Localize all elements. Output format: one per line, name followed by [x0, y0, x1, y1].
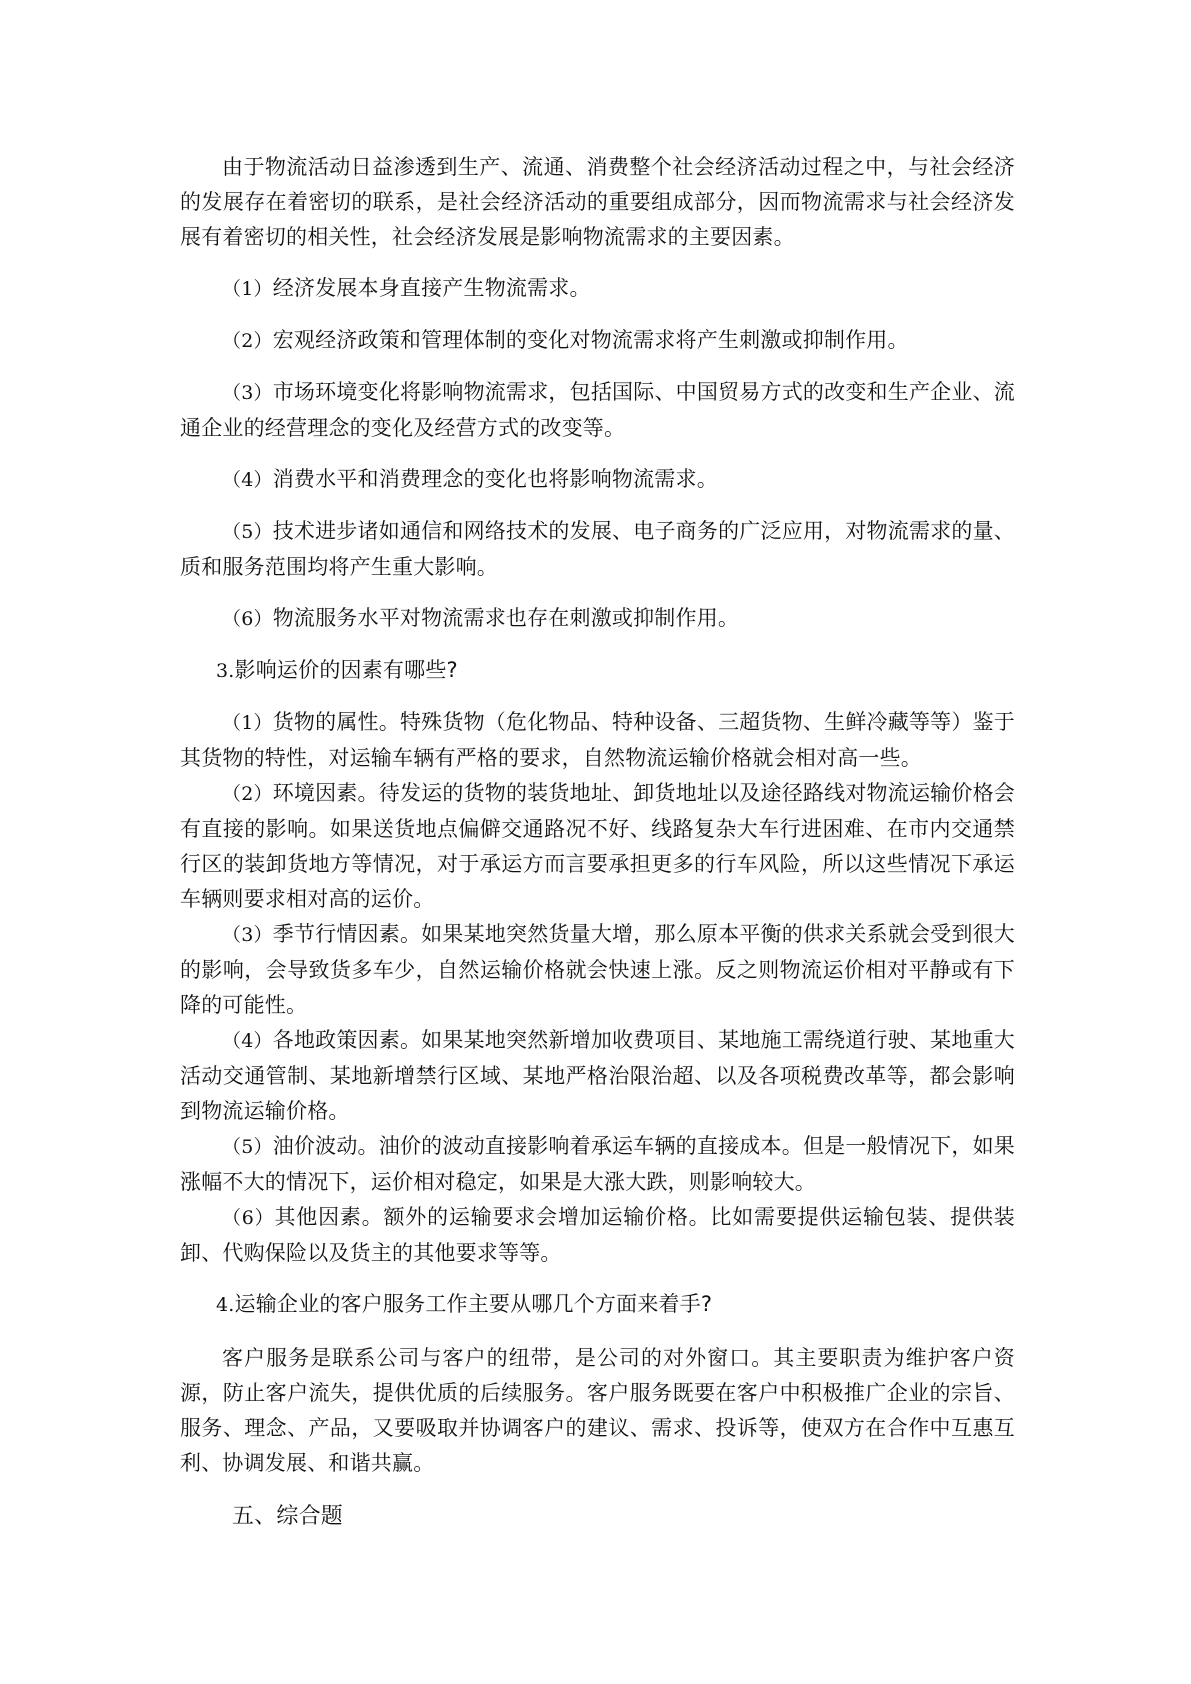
price-factor-3-number: （3）: [222, 924, 273, 946]
price-factor-6: [180, 1200, 1015, 1271]
demand-factor-3-number: （3）: [222, 382, 273, 404]
question-4-number: 4.: [216, 1294, 235, 1316]
demand-factor-1-number: （1）: [222, 278, 273, 300]
demand-factor-1: [180, 271, 1015, 307]
demand-factor-1-text: 经济发展本身直接产生物流需求。: [272, 276, 591, 300]
price-factor-4-number: （4）: [222, 1030, 273, 1052]
question-3-text: 影响运价的因素有哪些?: [234, 658, 458, 682]
question-4-heading: [180, 1287, 1015, 1323]
question-3-heading: [180, 653, 1015, 689]
demand-factor-2-number: （2）: [222, 330, 273, 352]
demand-factor-5: [180, 514, 1015, 585]
demand-factor-2: [180, 323, 1015, 359]
price-factor-1: [180, 705, 1015, 776]
question-4-text: 运输企业的客户服务工作主要从哪几个方面来着手?: [234, 1292, 713, 1316]
price-factor-6-number: （6）: [222, 1207, 275, 1229]
demand-factor-2-text: 宏观经济政策和管理体制的变化对物流需求将产生刺激或抑制作用。: [272, 328, 909, 352]
intro-paragraph: 由于物流活动日益渗透到生产、流通、消费整个社会经济活动过程之中，与社会经济的发展存在着密切的联系，是社会经济活动的重要组成部分，因而物流需求与社会经济发展有着密切的相关性，社会经济发展是影响物流需求的主要因素。: [180, 155, 1015, 249]
demand-factor-6-number: （6）: [222, 608, 273, 630]
price-factor-1-number: （1）: [222, 712, 273, 734]
price-factor-6-text: 其他因素。额外的运输要求会增加运输价格。比如需要提供运输包装、提供装卸、代购保险以及货主的其他要求等等。: [180, 1205, 1015, 1265]
price-factor-3: [180, 917, 1015, 1023]
demand-factor-5-number: （5）: [222, 521, 273, 543]
price-factor-4: [180, 1023, 1015, 1129]
price-factor-2-number: （2）: [222, 783, 273, 805]
price-factor-5-number: （5）: [222, 1136, 273, 1158]
demand-factor-3-text: 市场环境变化将影响物流需求，包括国际、中国贸易方式的改变和生产企业、流通企业的经营理念的变化及经营方式的改变等。: [180, 380, 1015, 440]
demand-factor-4: [180, 462, 1015, 498]
demand-factor-4-number: （4）: [222, 469, 273, 491]
price-factor-5-text: 油价波动。油价的波动直接影响着承运车辆的直接成本。但是一般情况下，如果涨幅不大的情况下，运价相对稳定，如果是大涨大跌，则影响较大。: [180, 1134, 1015, 1194]
page-content: [180, 150, 1015, 1534]
demand-factor-4-text: 消费水平和消费理念的变化也将影响物流需求。: [272, 467, 718, 491]
price-factor-1-text: 货物的属性。特殊货物（危化物品、特种设备、三超货物、生鲜冷藏等等）鉴于其货物的特性，对运输车辆有严格的要求，自然物流运输价格就会相对高一些。: [180, 710, 1015, 770]
demand-factor-3: [180, 375, 1015, 446]
question-4-answer: 客户服务是联系公司与客户的纽带，是公司的对外窗口。其主要职责为维护客户资源，防止客户流失，提供优质的后续服务。客户服务既要在客户中积极推广企业的宗旨、服务、理念、产品，又要吸取并协调客户的建议、需求、投诉等，使双方在合作中互惠互利、协调发展、和谐共赢。: [180, 1346, 1015, 1475]
demand-factor-5-text: 技术进步诸如通信和网络技术的发展、电子商务的广泛应用，对物流需求的量、质和服务范围均将产生重大影响。: [180, 519, 1015, 579]
price-factor-5: [180, 1129, 1015, 1200]
price-factor-3-text: 季节行情因素。如果某地突然货量大增，那么原本平衡的供求关系就会受到很大的影响，会导致货多车少，自然运输价格就会快速上涨。反之则物流运价相对平静或有下降的可能性。: [180, 922, 1015, 1017]
section-five-heading: 五、综合题: [232, 1504, 344, 1529]
demand-factor-6: [180, 601, 1015, 637]
question-3-number: 3.: [216, 660, 235, 682]
demand-factor-6-text: 物流服务水平对物流需求也存在刺激或抑制作用。: [272, 606, 740, 630]
price-factor-2-text: 环境因素。待发运的货物的装货地址、卸货地址以及途径路线对物流运输价格会有直接的影响。如果送货地点偏僻交通路况不好、线路复杂大车行进困难、在市内交通禁行区的装卸货地方等情况，对于承运方而言要承担更多的行车风险，所以这些情况下承运车辆则要求相对高的运价。: [180, 781, 1015, 911]
price-factor-4-text: 各地政策因素。如果某地突然新增加收费项目、某地施工需绕道行驶、某地重大活动交通管制、某地新增禁行区域、某地严格治限治超、以及各项税费改革等，都会影响到物流运输价格。: [180, 1028, 1015, 1123]
price-factor-2: [180, 776, 1015, 917]
